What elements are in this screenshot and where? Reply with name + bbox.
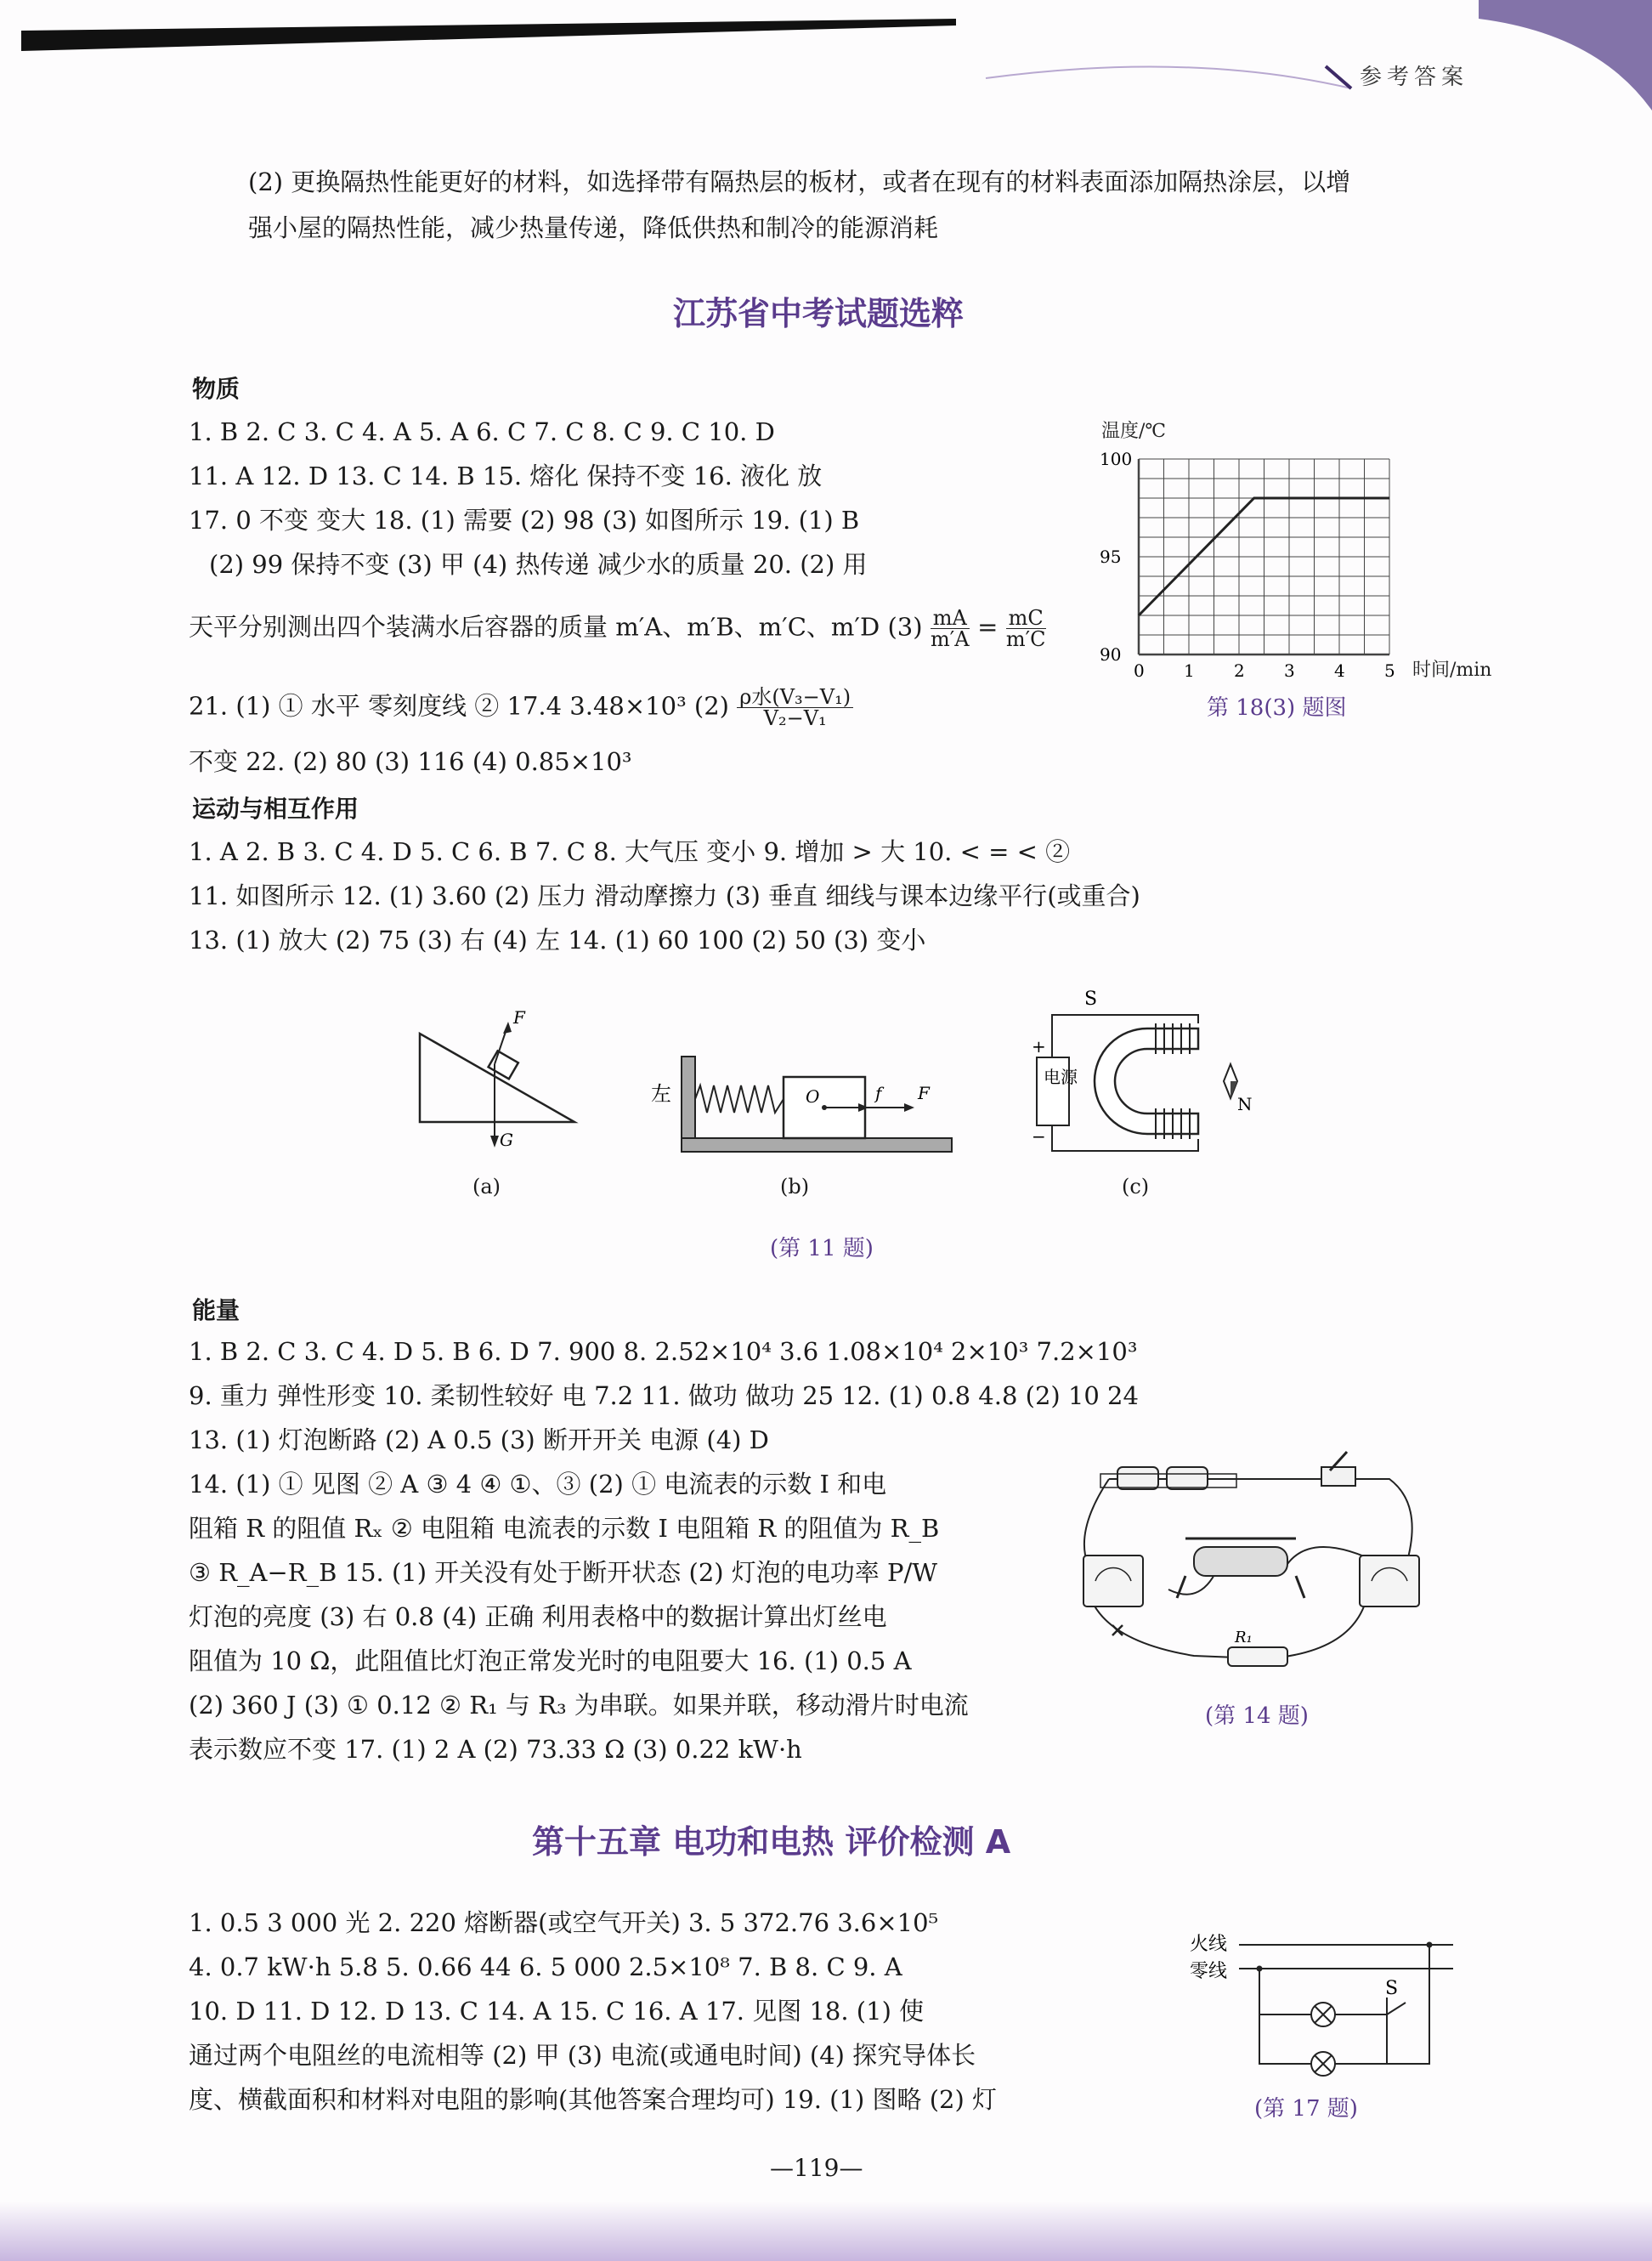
fig11c-N: N	[1237, 1094, 1253, 1114]
graph-grid	[1139, 459, 1389, 654]
fig11b-F: F	[918, 1083, 930, 1103]
energy-line-6: ③ R_A−R_B 15. (1) 开关没有处于断开状态 (2) 灯泡的电功率 P/W	[189, 1558, 938, 1587]
x-tick-label: 0	[1134, 660, 1145, 681]
y-tick-label: 100	[1100, 449, 1133, 469]
fig11b-O: O	[806, 1086, 820, 1107]
x-tick-label: 1	[1184, 660, 1195, 681]
matter-line-5: 天平分别测出四个装满水后容器的质量 m′A、m′B、m′C、m′D (3) $\frac{mA}{m'A}$ = $\frac{mC}{m'C}$	[189, 606, 1046, 651]
fig14-circuit	[1066, 1436, 1423, 1683]
section-title-chapter15: 第十五章 电功和电热 评价检测 A	[532, 1823, 1011, 1861]
energy-line-4: 14. (1) ① 见图 ② A ③ 4 ④ ①、③ (2) ① 电流表的示数 I 和电	[189, 1470, 887, 1499]
energy-line-5: 阻箱 R 的阻值 Rₓ ② 电阻箱 电流表的示数 I 电阻箱 R 的阻值为 R_B	[189, 1514, 940, 1543]
energy-line-10: 表示数应不变 17. (1) 2 A (2) 73.33 Ω (3) 0.22 kW·h	[189, 1735, 802, 1764]
fig11b-spring	[646, 1041, 960, 1160]
motion-line-1: 1. A 2. B 3. C 4. D 5. C 6. B 7. C 8. 大气压 变小 9. 增加 > 大 10. < = < ②	[189, 837, 1071, 866]
ch15-line-1: 1. 0.5 3 000 光 2. 220 熔断器(或空气开关) 3. 5 372.76 3.6×10⁵	[189, 1908, 939, 1937]
fraction-mC: $\frac{mC}{m'C}$	[1005, 606, 1046, 651]
bottom-decoration	[0, 2202, 1652, 2261]
ch15-line-3: 10. D 11. D 12. D 13. C 14. A 15. C 16. A 17. 见图 18. (1) 使	[189, 1997, 925, 2026]
fig11b-f: f	[875, 1083, 882, 1103]
fig11-caption: (第 11 题)	[770, 1236, 874, 1261]
fig11c-electromagnet	[1020, 986, 1258, 1164]
fig17-live: 火线	[1190, 1934, 1228, 1955]
temperature-graph	[1096, 416, 1492, 722]
energy-line-2: 9. 重力 弹性形变 10. 柔韧性较好 电 7.2 11. 做功 做功 25 12. (1) 0.8 4.8 (2) 10 24	[189, 1381, 1139, 1410]
energy-line-7: 灯泡的亮度 (3) 右 0.8 (4) 正确 利用表格中的数据计算出灯丝电	[189, 1602, 887, 1631]
fig14-R1: R₁	[1235, 1629, 1253, 1646]
energy-line-8: 阻值为 10 Ω，此阻值比灯泡正常发光时的电阻要大 16. (1) 0.5 A	[189, 1646, 912, 1675]
fig17-caption: (第 17 题)	[1254, 2096, 1358, 2122]
fig11c-source: 电源	[1044, 1067, 1078, 1087]
matter-line-1: 1. B 2. C 3. C 4. A 5. A 6. C 7. C 8. C 9. C 10. D	[189, 417, 775, 446]
matter-line-7: 不变 22. (2) 80 (3) 116 (4) 0.85×10³	[189, 747, 632, 776]
fig11a-F: F	[513, 1007, 525, 1028]
fraction-density: $\frac{\text{ρ水(V₃−V₁)}}{\text{V₂−V₁}}$	[737, 687, 853, 728]
fig11c-minus: −	[1032, 1126, 1046, 1147]
subhead-motion: 运动与相互作用	[192, 795, 359, 823]
graph-xlabel: 时间/min	[1412, 660, 1492, 681]
fig11c-plus: +	[1032, 1036, 1046, 1057]
ch15-line-5: 度、横截面积和材料对电阻的影响(其他答案合理均可) 19. (1) 图略 (2) 灯	[189, 2085, 997, 2114]
matter-line-4: (2) 99 保持不变 (3) 甲 (4) 热传递 减少水的质量 20. (2) 用	[209, 550, 868, 579]
intro-line-2: 强小屋的隔热性能，减少热量传递，降低供热和制冷的能源消耗	[248, 213, 939, 242]
y-tick-label: 90	[1100, 644, 1122, 665]
energy-line-1: 1. B 2. C 3. C 4. D 5. B 6. D 7. 900 8. 2.52×10⁴ 3.6 1.08×10⁴ 2×10³ 7.2×10³	[189, 1337, 1138, 1366]
matter-line-6: 21. (1) ① 水平 零刻度线 ② 17.4 3.48×10³ (2) $\frac{\text{ρ水(V₃−V₁)}}{\text{V₂−V₁}}$	[189, 687, 853, 728]
matter-line-3: 17. 0 不变 变大 18. (1) 需要 (2) 98 (3) 如图所示 19. (1) B	[189, 506, 860, 535]
fig11a-label: (a)	[472, 1175, 501, 1198]
fig11b-label: (b)	[780, 1175, 810, 1198]
fig11b-left: 左	[651, 1082, 671, 1106]
fig14-caption: (第 14 题)	[1205, 1703, 1309, 1729]
fig11a-G: G	[500, 1130, 513, 1150]
fig17-household-circuit	[1183, 1921, 1463, 2074]
x-tick-label: 4	[1334, 660, 1345, 681]
x-tick-label: 5	[1384, 660, 1395, 681]
x-tick-label: 2	[1234, 660, 1245, 681]
fraction-mA: $\frac{mA}{m'A}$	[931, 606, 970, 651]
x-tick-label: 3	[1284, 660, 1295, 681]
motion-line-2: 11. 如图所示 12. (1) 3.60 (2) 压力 滑动摩擦力 (3) 垂直 细线与课本边缘平行(或重合)	[189, 881, 1140, 910]
fig17-S: S	[1385, 1978, 1399, 1999]
motion-line-3: 13. (1) 放大 (2) 75 (3) 右 (4) 左 14. (1) 60 100 (2) 50 (3) 变小	[189, 926, 926, 955]
fig17-neutral: 零线	[1190, 1961, 1228, 1982]
fig11c-label: (c)	[1122, 1175, 1150, 1198]
matter-line-2: 11. A 12. D 13. C 14. B 15. 熔化 保持不变 16. 液化 放	[189, 462, 823, 490]
graph-ylabel: 温度/℃	[1101, 421, 1167, 442]
ch15-line-4: 通过两个电阻丝的电流相等 (2) 甲 (3) 电流(或通电时间) (4) 探究导体长	[189, 2041, 976, 2070]
graph-caption: 第 18(3) 题图	[1207, 695, 1347, 721]
ch15-line-2: 4. 0.7 kW·h 5.8 5. 0.66 44 6. 5 000 2.5×10⁸ 7. B 8. C 9. A	[189, 1952, 902, 1981]
page-number: —119—	[770, 2154, 863, 2182]
subhead-matter: 物质	[192, 375, 240, 403]
fig11c-S: S	[1084, 989, 1098, 1010]
intro-line-1: (2) 更换隔热性能更好的材料，如选择带有隔热层的板材，或者在现有的材料表面添加隔热涂层，以增	[248, 167, 1351, 196]
energy-line-9: (2) 360 J (3) ① 0.12 ② R₁ 与 R₃ 为串联。如果并联，移动滑片时电流	[189, 1691, 969, 1720]
y-tick-label: 95	[1100, 547, 1122, 567]
graph-ticks	[1100, 449, 1395, 681]
fig11a-incline	[408, 1003, 595, 1156]
header-label: 参考答案	[1360, 65, 1469, 90]
energy-line-3: 13. (1) 灯泡断路 (2) A 0.5 (3) 断开开关 电源 (4) D	[189, 1425, 769, 1454]
section-title-jiangsu: 江苏省中考试题选粹	[673, 295, 965, 332]
subhead-energy: 能量	[192, 1296, 240, 1324]
